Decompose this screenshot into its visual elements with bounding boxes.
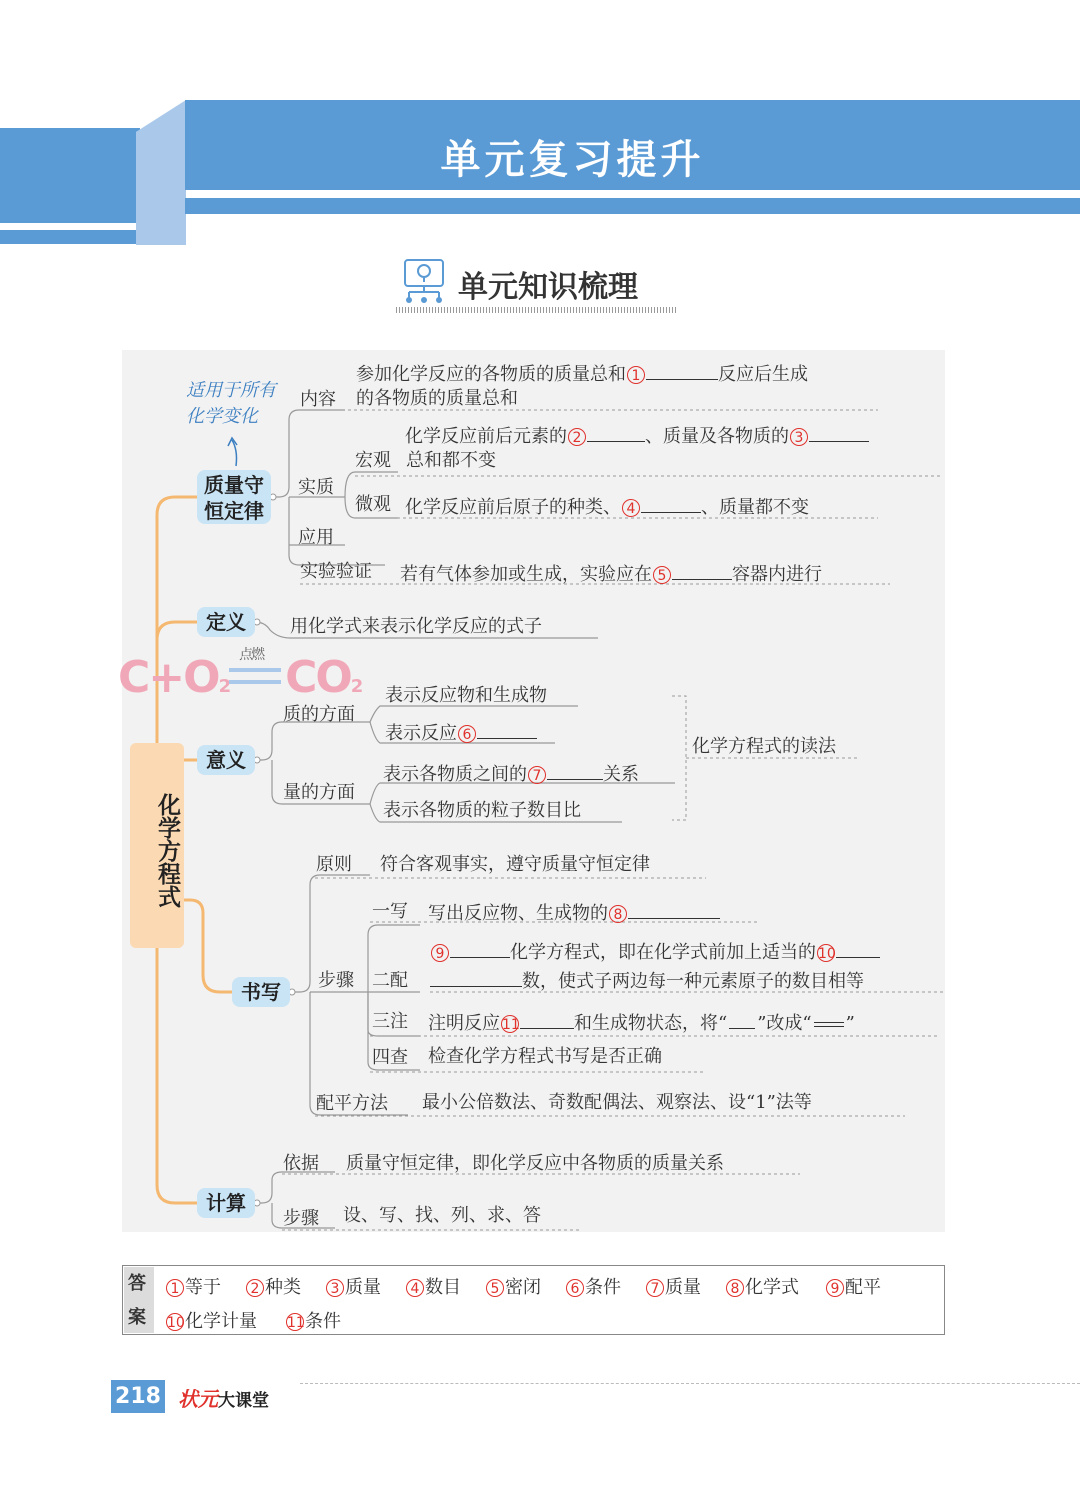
- answer-6: [565, 1273, 621, 1299]
- law-note: 适用于所有化学变化: [186, 380, 276, 427]
- answer-2: [245, 1273, 301, 1299]
- blank-3: [809, 425, 869, 442]
- quantity-label: 量的方面: [283, 782, 355, 803]
- step1-text: 写出反应物、生成物的: [428, 903, 608, 924]
- marker-2: 2: [568, 428, 586, 446]
- answer-8-text: 化学式: [745, 1277, 799, 1298]
- brand-logo: [178, 1383, 269, 1412]
- macro-line1: [405, 425, 869, 446]
- calc-basis-label: 依据: [283, 1153, 319, 1174]
- answer-label-1: 答: [128, 1273, 146, 1294]
- answer-3-marker: 3: [326, 1279, 344, 1297]
- macro-line1b: 、质量及各物质的: [645, 426, 789, 447]
- blank-1: [646, 363, 718, 380]
- answer-7: [645, 1273, 701, 1299]
- meaning-node: 意义: [197, 745, 255, 775]
- answer-4-text: 数目: [425, 1277, 461, 1298]
- calc-node: 计算: [197, 1188, 255, 1218]
- blank-6: [477, 722, 537, 739]
- answer-4-marker: 4: [406, 1279, 424, 1297]
- blank-2: [587, 425, 645, 442]
- quality-1: 表示反应物和生成物: [385, 685, 547, 706]
- marker-5: 5: [653, 566, 671, 584]
- marker-4: 4: [622, 499, 640, 517]
- step3-label: 三注: [372, 1011, 408, 1032]
- calc-steps-label: 步骤: [283, 1208, 319, 1229]
- answer-11: [285, 1307, 341, 1333]
- single-line-icon: [729, 1019, 755, 1029]
- quality-2-text: 表示反应: [385, 723, 457, 744]
- brand-name-2: 大课堂: [218, 1391, 269, 1411]
- definition-text: 用化学式来表示化学反应的式子: [290, 616, 542, 637]
- law-node: 质量守恒定律: [197, 470, 271, 524]
- answer-4: [405, 1273, 461, 1299]
- section-title: 单元知识梳理: [458, 270, 638, 305]
- step3-a: 注明反应: [428, 1013, 500, 1034]
- step2-line2-text: 数，使式子两边每一种元素原子的数目相等: [522, 971, 864, 992]
- answer-3-text: 质量: [345, 1277, 381, 1298]
- step3-b: 和生成物状态，将“: [574, 1013, 728, 1034]
- marker-8: 8: [609, 905, 627, 923]
- step2-line1: [430, 941, 880, 962]
- essence-label: 实质: [298, 477, 334, 498]
- answer-1-text: 等于: [185, 1277, 221, 1298]
- balance-label: 配平方法: [316, 1093, 388, 1114]
- equation-sub1: 2: [218, 676, 230, 697]
- micro-b: 、质量都不变: [701, 497, 809, 518]
- brand-name-1: 状元: [178, 1387, 218, 1411]
- step3-d: ”: [845, 1013, 855, 1034]
- marker-9: 9: [431, 944, 449, 962]
- answer-9-text: 配平: [845, 1277, 881, 1298]
- micro-label: 微观: [355, 494, 391, 515]
- macro-line2: 总和都不变: [406, 450, 496, 471]
- quantity-2: 表示各物质的粒子数目比: [383, 800, 581, 821]
- calc-steps: 设、写、找、列、求、答: [343, 1205, 541, 1226]
- marker-3: 3: [790, 428, 808, 446]
- blank-10a: [836, 941, 880, 958]
- step4-label: 四查: [372, 1047, 408, 1068]
- double-line-icon: [814, 1022, 844, 1027]
- step4-text: 检查化学方程式书写是否正确: [428, 1046, 662, 1067]
- content-line1b: 反应后生成: [718, 364, 808, 385]
- answer-label-2: 案: [128, 1307, 146, 1328]
- content-line2: 的各物质的质量总和: [356, 388, 518, 409]
- content-line1a: 参加化学反应的各物质的质量总和: [356, 364, 626, 385]
- macro-line1a: 化学反应前后元素的: [405, 426, 567, 447]
- micro-a: 化学反应前后原子的种类、: [405, 497, 621, 518]
- marker-1: 1: [627, 366, 645, 384]
- steps-label: 步骤: [318, 970, 354, 991]
- quality-2: [385, 722, 537, 743]
- reading-text: 化学方程式的读法: [692, 736, 836, 757]
- equation-condition: 点燃: [239, 647, 264, 663]
- equation-left: C+O: [118, 652, 219, 703]
- principle-text: 符合客观事实，遵守质量守恒定律: [380, 854, 650, 875]
- balance-text: 最小公倍数法、奇数配偶法、观察法、设“1”法等: [422, 1092, 812, 1113]
- answer-6-marker: 6: [566, 1279, 584, 1297]
- blank-9: [450, 941, 510, 958]
- marker-11: 11: [502, 1017, 520, 1033]
- equation-sub2: 2: [350, 676, 362, 697]
- answer-2-marker: 2: [246, 1279, 264, 1297]
- app-label: 应用: [298, 527, 334, 548]
- footer-divider: [300, 1383, 1080, 1385]
- answer-10-text: 化学计量: [185, 1311, 257, 1332]
- answer-1-marker: 1: [166, 1279, 184, 1297]
- answer-10: [165, 1307, 257, 1333]
- step2-line1a: 化学方程式，即在化学式前加上适当的: [510, 942, 816, 963]
- answer-6-text: 条件: [585, 1277, 621, 1298]
- principle-label: 原则: [316, 854, 352, 875]
- marker-6: 6: [458, 725, 476, 743]
- writing-node: 书写: [232, 977, 290, 1007]
- blank-11: [520, 1012, 574, 1029]
- answer-11-text: 条件: [305, 1311, 341, 1332]
- exp-a: 若有气体参加或生成，实验应在: [400, 564, 652, 585]
- micro-line: [405, 496, 809, 517]
- step3-line: [428, 1012, 855, 1033]
- answer-10-marker: 10: [167, 1315, 185, 1331]
- blank-7: [547, 763, 603, 780]
- answer-9-marker: 9: [826, 1279, 844, 1297]
- macro-label: 宏观: [355, 450, 391, 471]
- step1-line: [428, 902, 720, 923]
- answer-5-text: 密闭: [505, 1277, 541, 1298]
- answer-1: [165, 1273, 221, 1299]
- exp-line: [400, 563, 822, 584]
- answer-8-marker: 8: [726, 1279, 744, 1297]
- step1-label: 一写: [372, 901, 408, 922]
- equation: [118, 647, 362, 703]
- marker-7: 7: [528, 766, 546, 784]
- quantity-1a: 表示各物质之间的: [383, 764, 527, 785]
- blank-4: [641, 496, 701, 513]
- content-label: 内容: [300, 389, 336, 410]
- page-number: 218: [111, 1380, 165, 1413]
- answer-2-text: 种类: [265, 1277, 301, 1298]
- definition-node: 定义: [197, 607, 255, 637]
- blank-5: [672, 563, 732, 580]
- step2-line2: [430, 970, 864, 991]
- blank-10b: [430, 970, 522, 987]
- answer-7-marker: 7: [646, 1279, 664, 1297]
- answer-7-text: 质量: [665, 1277, 701, 1298]
- page-title: 单元复习提升: [440, 136, 705, 183]
- quantity-1: [383, 763, 639, 784]
- quality-label: 质的方面: [283, 704, 355, 725]
- answer-5-marker: 5: [486, 1279, 504, 1297]
- step2-label: 二配: [372, 970, 408, 991]
- answer-11-marker: 11: [287, 1315, 305, 1331]
- answer-8: [725, 1273, 799, 1299]
- equation-right: CO: [285, 652, 351, 703]
- exp-b: 容器内进行: [732, 564, 822, 585]
- step3-c: ”改成“: [757, 1013, 812, 1034]
- answer-5: [485, 1273, 541, 1299]
- blank-8: [628, 902, 720, 919]
- exp-label: 实验验证: [300, 561, 372, 582]
- root-label: 化学方程式: [154, 792, 180, 908]
- marker-10: 10: [818, 946, 836, 962]
- calc-basis: 质量守恒定律，即化学反应中各物质的质量关系: [346, 1153, 724, 1174]
- answer-9: [825, 1273, 881, 1299]
- answer-3: [325, 1273, 381, 1299]
- content-line1: [356, 363, 808, 384]
- quantity-1b: 关系: [603, 764, 639, 785]
